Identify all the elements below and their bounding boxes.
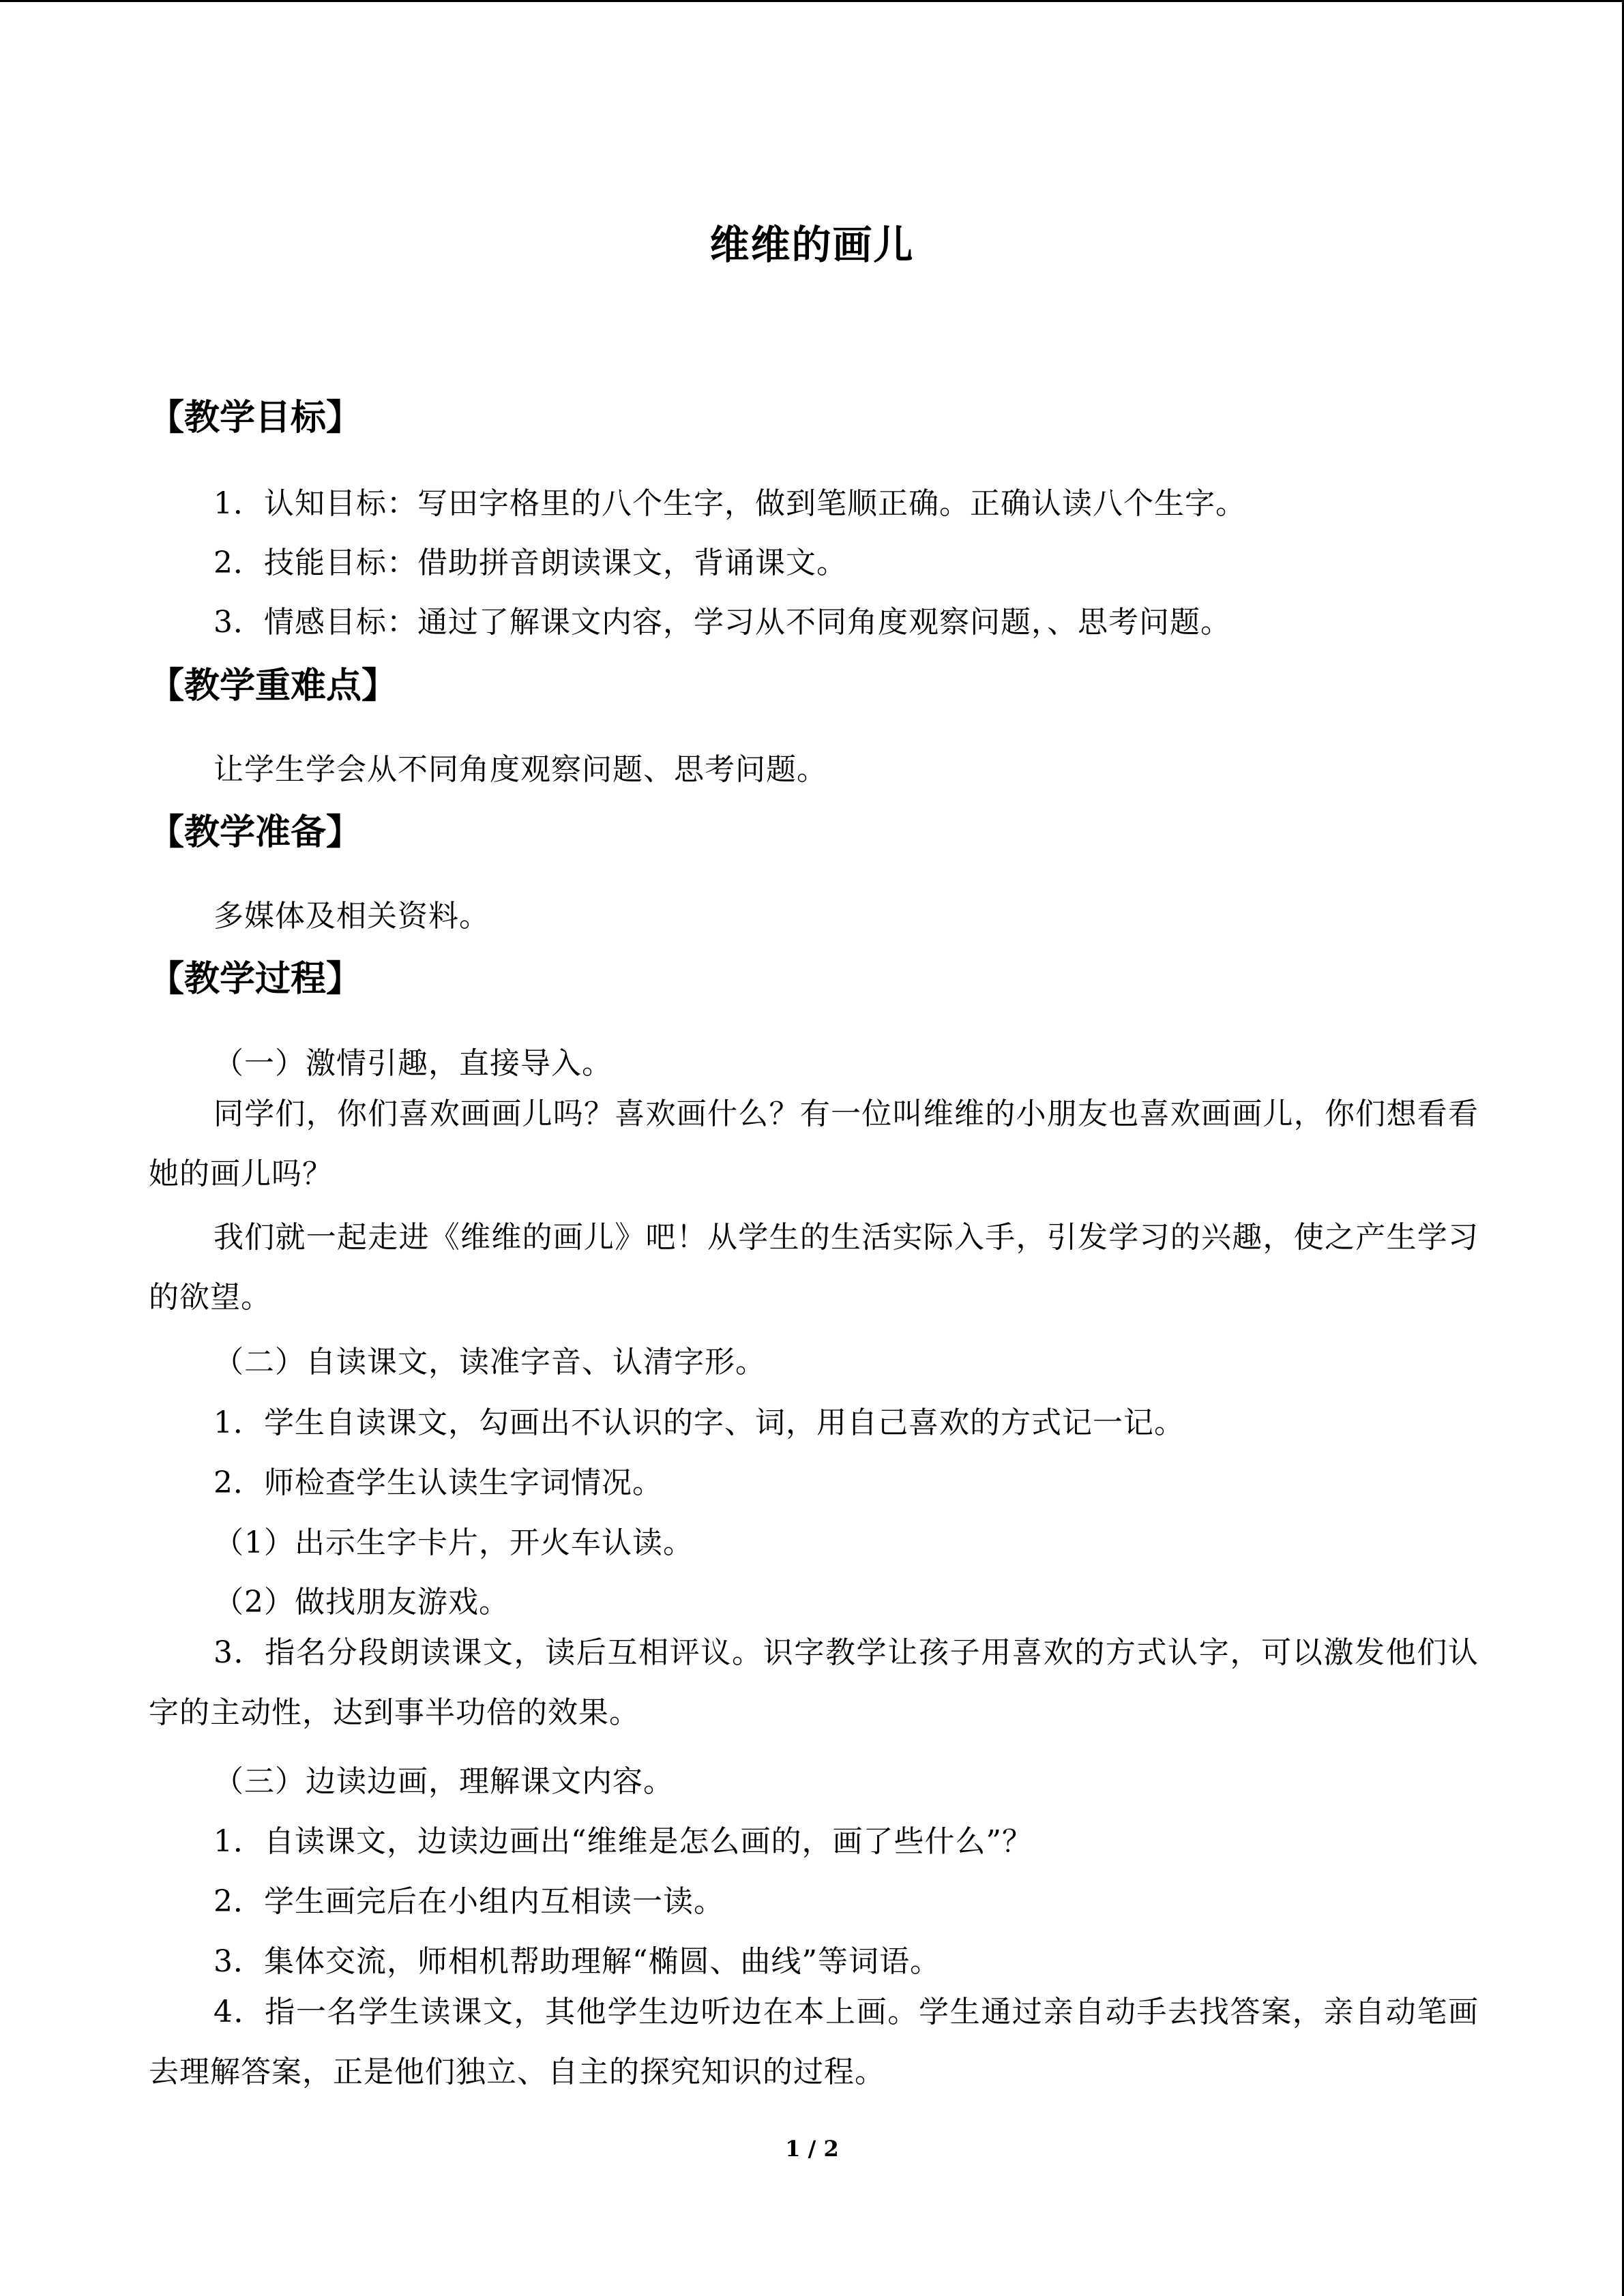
process-step-3-item-1: 1．自读课文，边读边画出“维维是怎么画的，画了些什么”？ <box>213 1824 1033 1859</box>
key-points-text: 让学生学会从不同角度观察问题、思考问题。 <box>213 752 827 787</box>
process-step-2-sub-1: （1）出示生字卡片，开火车认读。 <box>213 1525 694 1560</box>
process-step-1-heading: （一）激情引趣，直接导入。 <box>213 1046 612 1081</box>
process-step-3-item-4: 4．指一名学生读课文，其他学生边听边在本上画。学生通过亲自动手去找答案，亲自动笔画去理解答案，正是他们独立、自主的探究知识的过程。 <box>149 1995 1479 2089</box>
goal-item-2: 2．技能目标：借助拼音朗读课文，背诵课文。 <box>213 546 847 580</box>
process-step-3-heading: （三）边读边画，理解课文内容。 <box>213 1764 674 1799</box>
process-step-2-sub-2: （2）做找朋友游戏。 <box>213 1585 510 1620</box>
process-paragraph-entry: 我们就一起走进《维维的画儿》吧！从学生的生活实际入手，引发学习的兴趣，使之产生学习的欲望。 <box>149 1220 1479 1315</box>
process-step-2-item-2: 2．师检查学生认读生字词情况。 <box>213 1465 663 1500</box>
heading-preparation: 【教学准备】 <box>149 811 362 853</box>
heading-teaching-goals: 【教学目标】 <box>149 397 362 438</box>
heading-teaching-process: 【教学过程】 <box>149 958 362 1000</box>
preparation-text: 多媒体及相关资料。 <box>213 899 490 934</box>
page-number: 1 / 2 <box>785 2136 839 2162</box>
process-step-2-item-3: 3．指名分段朗读课文，读后互相评议。识字教学让孩子用喜欢的方式认字，可以激发他们认字的主动性，达到事半功倍的效果。 <box>149 1635 1479 1730</box>
process-paragraph-intro: 同学们，你们喜欢画画儿吗？喜欢画什么？有一位叫维维的小朋友也喜欢画画儿，你们想看看她的画儿吗？ <box>149 1097 1479 1191</box>
heading-key-points: 【教学重难点】 <box>149 665 398 706</box>
goal-item-3: 3．情感目标：通过了解课文内容，学习从不同角度观察问题，、思考问题。 <box>213 605 1231 640</box>
process-step-3-item-3: 3．集体交流，师相机帮助理解“椭圆、曲线”等词语。 <box>213 1944 941 1979</box>
document-title: 维维的画儿 <box>709 222 915 268</box>
goal-item-1: 1．认知目标：写田字格里的八个生字，做到笔顺正确。正确认读八个生字。 <box>213 486 1246 521</box>
process-step-2-heading: （二）自读课文，读准字音、认清字形。 <box>213 1345 766 1380</box>
process-step-2-item-1: 1．学生自读课文，勾画出不认识的字、词，用自己喜欢的方式记一记。 <box>213 1405 1185 1440</box>
page-top-border <box>0 0 1624 2</box>
process-step-3-item-2: 2．学生画完后在小组内互相读一读。 <box>213 1884 724 1919</box>
